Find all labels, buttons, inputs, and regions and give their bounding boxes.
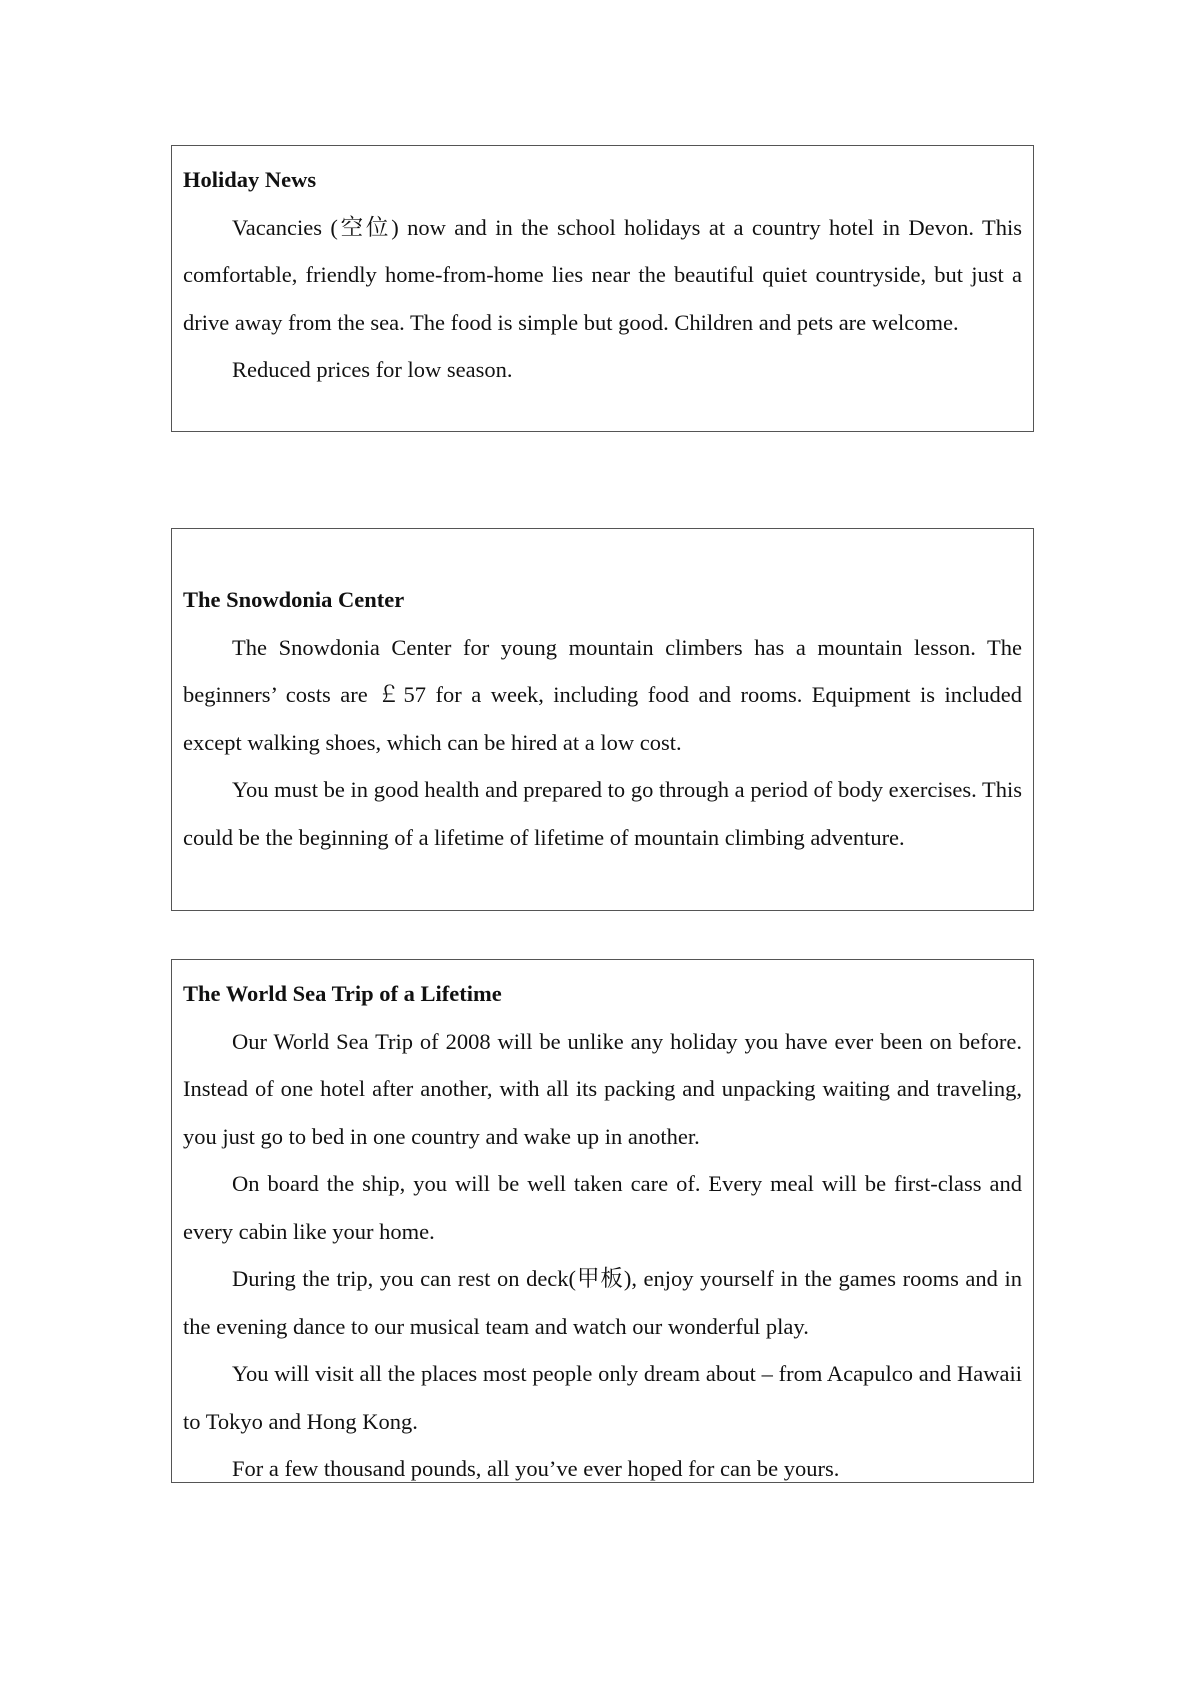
holiday-news-paragraph-2: Reduced prices for low season. (232, 357, 513, 382)
world-sea-trip-paragraph-2: On board the ship, you will be well taken care of. Every meal will be first-class and every cabin like your home. (183, 1171, 1022, 1244)
snowdonia-center-box (171, 528, 1034, 911)
world-sea-trip-paragraph-5: For a few thousand pounds, all you’ve ever hoped for can be yours. (232, 1456, 840, 1481)
snowdonia-center-paragraph-1: The Snowdonia Center for young mountain climbers has a mountain lesson. The beginners’ costs are ￡57 for a week, including food and rooms. Equipment is included except walking shoes, which can be hired at a low cost. (183, 634, 1022, 755)
world-sea-trip-paragraph-3: During the trip, you can rest on deck(甲板), enjoy yourself in the games rooms and in the evening dance to our musical team and watch our wonderful play. (183, 1266, 1022, 1339)
holiday-news-box (171, 145, 1034, 432)
world-sea-trip-box (171, 959, 1034, 1483)
snowdonia-center-paragraph-2: You must be in good health and prepared to go through a period of body exercises. This could be the beginning of a lifetime of lifetime of mountain climbing adventure. (183, 777, 1022, 850)
snowdonia-center-title: The Snowdonia Center (183, 587, 405, 612)
world-sea-trip-paragraph-4: You will visit all the places most people only dream about – from Acapulco and Hawaii to Tokyo and Hong Kong. (183, 1361, 1022, 1434)
world-sea-trip-title: The World Sea Trip of a Lifetime (183, 981, 502, 1006)
holiday-news-title: Holiday News (183, 167, 317, 192)
world-sea-trip-paragraph-1: Our World Sea Trip of 2008 will be unlike any holiday you have ever been on before. Instead of one hotel after another, with all its packing and unpacking waiting and traveling, you just go to bed in one country and wake up in another. (183, 1028, 1022, 1149)
holiday-news-paragraph-1: Vacancies (空位) now and in the school holidays at a country hotel in Devon. This comfortable, friendly home-from-home lies near the beautiful quiet countryside, but just a drive away from the sea. The food is simple but good. Children and pets are welcome. (183, 214, 1022, 335)
